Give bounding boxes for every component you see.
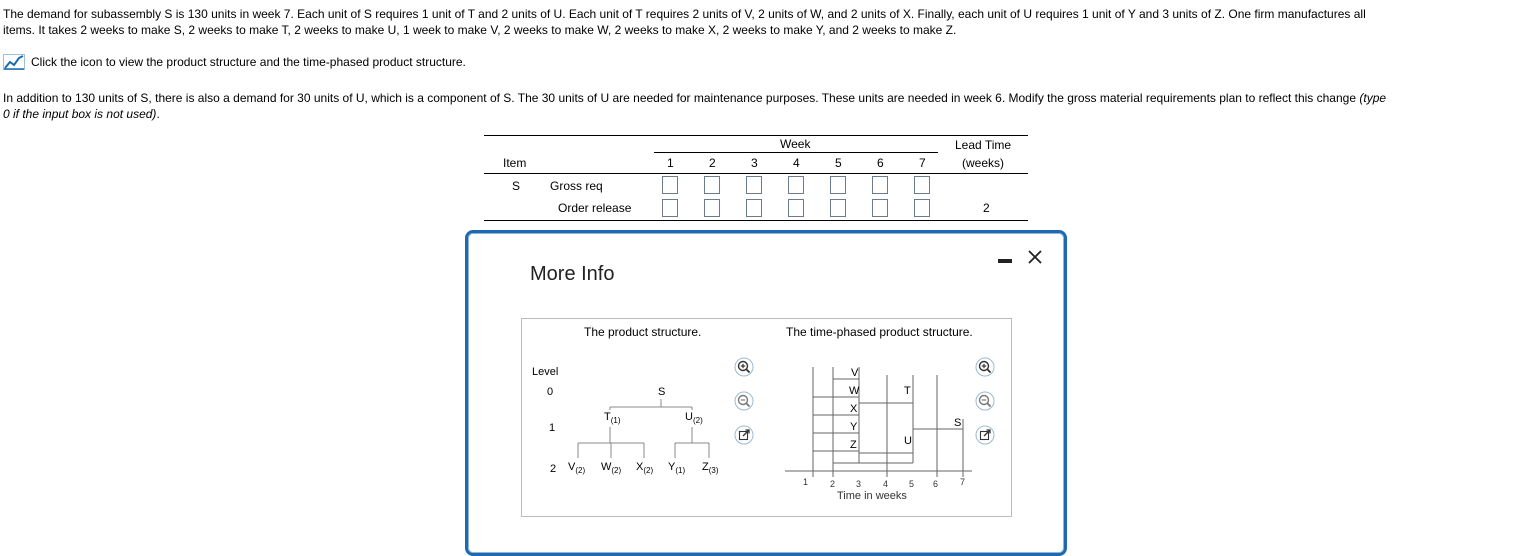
tree-node-z-name: Z: [702, 461, 709, 473]
mrp-table: [484, 135, 1028, 221]
tp-tick-2: 2: [830, 479, 836, 489]
problem-statement-line2: items. It takes 2 weeks to make S, 2 weeks to make T, 2 weeks to make U, 1 week to make V, 2 weeks to make W, 2 weeks to make X, 2 weeks to make Y, and 2 weeks to make Z.: [3, 23, 957, 37]
order-release-week-1-input[interactable]: [662, 199, 678, 217]
dialog-title: More Info: [530, 263, 615, 285]
tp-label-z: Z: [850, 439, 857, 451]
info-link[interactable]: [3, 54, 466, 70]
tree-node-z-qty: (3): [708, 466, 719, 475]
tree-node-x-qty: (2): [643, 466, 654, 475]
instruction-end: .: [156, 107, 160, 121]
tree-node-z: [702, 461, 719, 475]
order-release-week-5-input[interactable]: [830, 199, 846, 217]
instruction-main: In addition to 130 units of S, there is also a demand for 30 units of U, which is a component of S. The 30 units of U are needed for maintenance purposes. These units are needed in week 6. Modify the gross material requirements plan to reflect this change: [3, 91, 1357, 105]
tree-level-1: 1: [549, 422, 556, 434]
zoom-out-icon[interactable]: [975, 391, 995, 411]
tree-node-w-qty: (2): [611, 466, 622, 475]
order-release-week-2-input[interactable]: [704, 199, 720, 217]
tp-tick-1: 1: [803, 477, 809, 487]
tree-node-v: [568, 461, 585, 475]
gross-req-week-7-input[interactable]: [914, 176, 930, 194]
table-rule-top: [484, 135, 1028, 136]
week-underline: [654, 152, 938, 153]
problem-statement: [3, 6, 1503, 38]
zoom-out-icon[interactable]: [734, 391, 754, 411]
week-3-header: 3: [751, 156, 758, 170]
week-4-header: 4: [793, 156, 800, 170]
tp-label-y: Y: [850, 421, 858, 433]
gross-req-label: Gross req: [550, 179, 603, 193]
tree-node-y: [668, 461, 685, 475]
tree-connectors: [578, 399, 709, 458]
gross-req-week-1-input[interactable]: [662, 176, 678, 194]
lead-time-value: 2: [983, 201, 990, 215]
tree-level-header: Level: [532, 366, 559, 378]
table-rule-header: [484, 173, 1028, 174]
product-structure-title: The product structure.: [584, 325, 702, 339]
week-2-header: 2: [709, 156, 716, 170]
tree-node-w: [601, 461, 622, 475]
tp-label-w: W: [849, 385, 860, 397]
time-phased-title: The time-phased product structure.: [786, 325, 973, 339]
close-icon[interactable]: [1026, 248, 1044, 266]
tp-tick-6: 6: [933, 479, 939, 489]
tp-label-s: S: [954, 417, 962, 429]
tree-node-t-qty: (1): [610, 416, 621, 425]
tree-level-0: 0: [547, 386, 554, 398]
instruction-italic-a: (type: [1359, 91, 1387, 105]
figure-panel: [521, 318, 1012, 517]
problem-statement-line1: The demand for subassembly S is 130 units in week 7. Each unit of S requires 1 unit of T and 2 units of U. Each unit of T requires 2 units of V, 2 units of W, and 2 units of X. Finally, each unit of U requires 1 unit of Y and 3 units of Z. One firm manufactures all: [3, 7, 1366, 21]
tree-node-x: [636, 461, 653, 475]
tp-tick-4: 4: [883, 479, 889, 489]
gross-req-week-5-input[interactable]: [830, 176, 846, 194]
tp-label-x: X: [850, 403, 858, 415]
week-6-header: 6: [877, 156, 884, 170]
zoom-in-icon[interactable]: [734, 357, 754, 377]
zoom-in-icon[interactable]: [975, 357, 995, 377]
tree-node-w-name: W: [601, 461, 612, 473]
tree-node-s: S: [658, 386, 666, 398]
tree-node-v-qty: (2): [575, 466, 586, 475]
lead-time-unit-header: (weeks): [962, 156, 1005, 170]
tp-label-t: T: [904, 385, 911, 397]
item-header: Item: [503, 156, 527, 170]
tp-label-u: U: [904, 435, 912, 447]
info-link-text[interactable]: Click the icon to view the product structure and the time-phased product structure.: [31, 55, 466, 69]
time-phased-diagram: [777, 359, 987, 509]
table-rule-bottom: [484, 220, 1028, 221]
tree-node-t: [604, 411, 621, 425]
order-release-week-4-input[interactable]: [788, 199, 804, 217]
week-header: Week: [780, 137, 811, 151]
week-1-header: 1: [667, 156, 674, 170]
tree-node-x-name: X: [636, 461, 644, 473]
instruction-italic-b: 0 if the input box is not used): [3, 107, 157, 121]
instruction-text: [3, 90, 1508, 122]
chart-line-icon[interactable]: [3, 54, 25, 70]
tree-node-y-name: Y: [668, 461, 676, 473]
item-name: S: [512, 179, 521, 193]
tree-node-u-name: U: [685, 411, 693, 423]
gross-req-week-3-input[interactable]: [746, 176, 762, 194]
order-release-label: Order release: [558, 201, 632, 215]
tp-tick-7: 7: [960, 477, 966, 487]
tree-node-u: [685, 411, 703, 425]
lead-time-header: Lead Time: [955, 138, 1012, 152]
tree-node-y-qty: (1): [675, 466, 686, 475]
order-release-week-3-input[interactable]: [746, 199, 762, 217]
order-release-week-7-input[interactable]: [914, 199, 930, 217]
popout-icon[interactable]: [734, 425, 754, 445]
order-release-week-6-input[interactable]: [872, 199, 888, 217]
tp-xlabel: Time in weeks: [837, 490, 907, 502]
more-info-dialog: [465, 230, 1067, 556]
week-5-header: 5: [835, 156, 842, 170]
minimize-icon[interactable]: [998, 259, 1012, 263]
tp-tick-5: 5: [909, 479, 915, 489]
popout-icon[interactable]: [975, 425, 995, 445]
tree-level-2: 2: [550, 463, 557, 475]
tp-label-v: V: [851, 367, 859, 379]
gross-req-week-6-input[interactable]: [872, 176, 888, 194]
tree-node-v-name: V: [568, 461, 576, 473]
gross-req-week-4-input[interactable]: [788, 176, 804, 194]
tree-node-t-name: T: [604, 411, 611, 423]
tp-tick-3: 3: [856, 479, 862, 489]
week-7-header: 7: [919, 156, 926, 170]
tree-node-u-qty: (2): [692, 416, 703, 425]
gross-req-week-2-input[interactable]: [704, 176, 720, 194]
product-structure-tree: [522, 319, 742, 516]
